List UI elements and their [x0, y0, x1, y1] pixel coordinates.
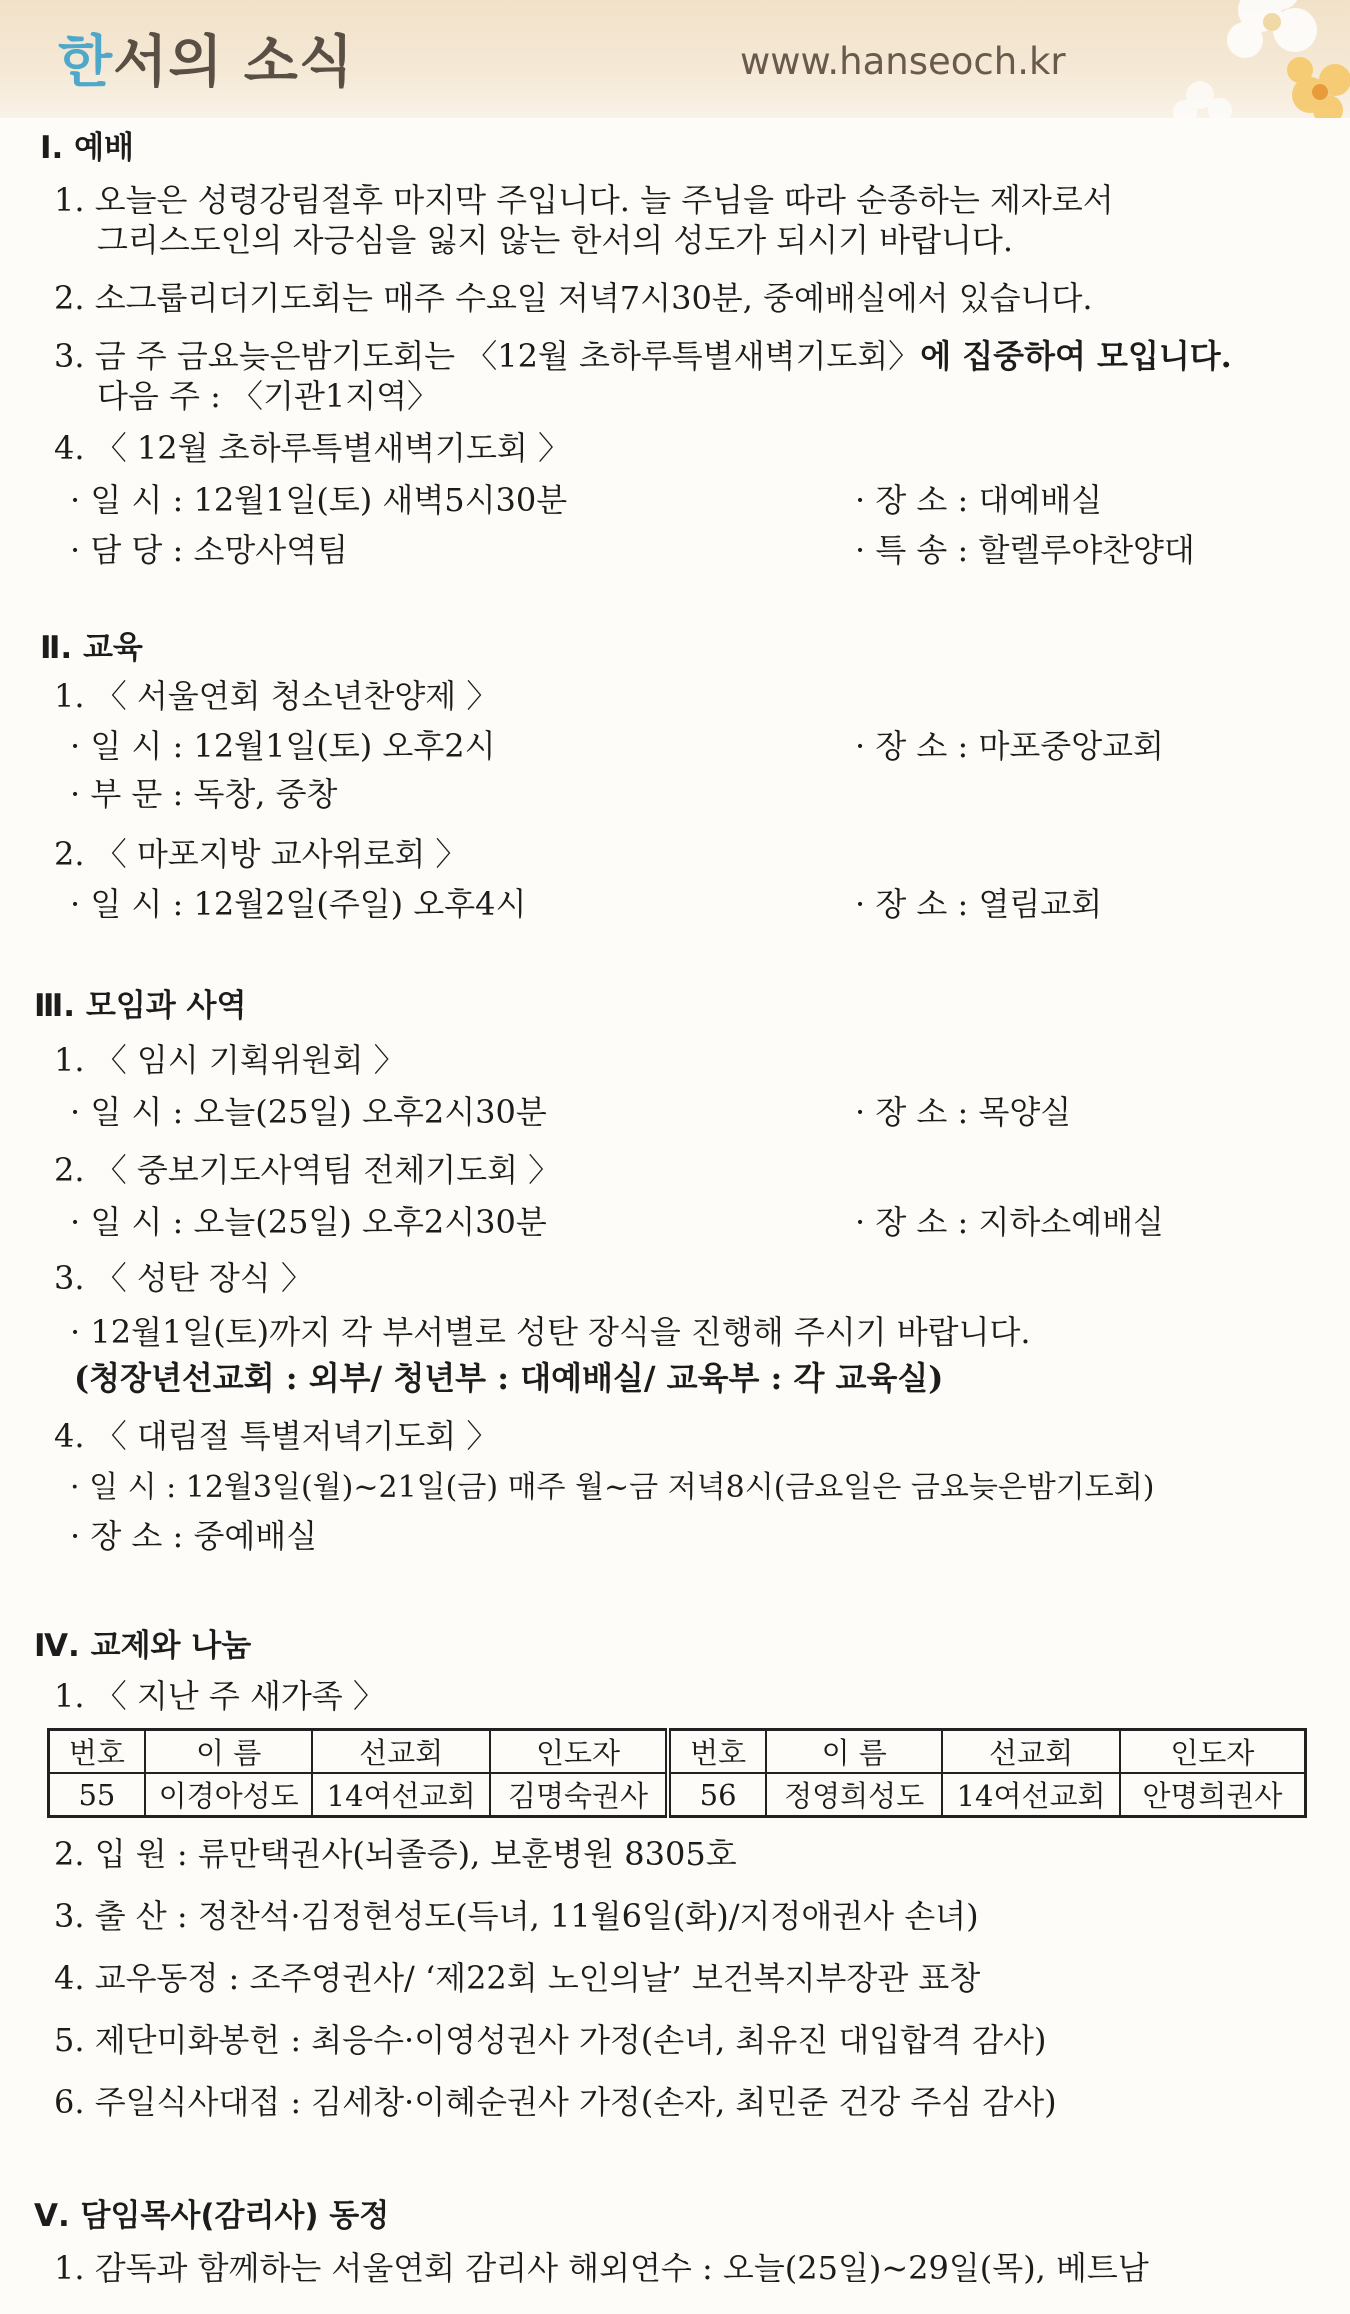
- item-detail: · 일 시 : 12월2일(주일) 오후4시: [70, 885, 527, 923]
- table-header: 번호: [668, 1730, 766, 1774]
- section-title-meetings: Ⅲ. 모임과 사역: [34, 988, 247, 1024]
- item-text: 1. 감독과 함께하는 서울연회 감리사 해외연수 : 오늘(25일)~29일(목), 베트남: [54, 2249, 1149, 2287]
- brand-title: 한서의 소식: [58, 30, 354, 95]
- item-heading: 2. 〈 중보기도사역팀 전체기도회 〉: [54, 1151, 561, 1189]
- item-text: 1. 오늘은 성령강림절후 마지막 주입니다. 늘 주님을 따라 순종하는 제자로서: [54, 181, 1114, 219]
- item-heading: 1. 〈 지난 주 새가족 〉: [54, 1677, 385, 1715]
- item-detail: · 12월1일(토)까지 각 부서별로 성탄 장식을 진행해 주시기 바랍니다.: [70, 1313, 1031, 1351]
- item-detail: · 일 시 : 12월3일(월)~21일(금) 매주 월~금 저녁8시(금요일은 금요늦은밤기도회): [70, 1470, 1155, 1505]
- item-heading: 1. 〈 서울연회 청소년찬양제 〉: [54, 677, 499, 715]
- section-title-fellowship: Ⅳ. 교제와 나눔: [34, 1628, 252, 1664]
- item-detail: · 장 소 : 대예배실: [855, 481, 1103, 519]
- table-cell: 14여선교회: [312, 1773, 489, 1817]
- item-detail: · 담 당 : 소망사역팀: [70, 531, 349, 569]
- item-text: 3. 금 주 금요늦은밤기도회는 〈12월 초하루특별새벽기도회〉에 집중하여 모입니다.: [54, 337, 1232, 375]
- item-detail: · 일 시 : 오늘(25일) 오후2시30분: [70, 1203, 547, 1241]
- item-detail: · 장 소 : 목양실: [855, 1093, 1072, 1131]
- item-heading: 1. 〈 임시 기획위원회 〉: [54, 1041, 406, 1079]
- item-heading: 3. 〈 성탄 장식 〉: [54, 1259, 313, 1297]
- item-detail: (청장년선교회 : 외부/ 청년부 : 대예배실/ 교육부 : 각 교육실): [74, 1359, 944, 1397]
- item-detail: · 특 송 : 할렐루야찬양대: [855, 531, 1195, 569]
- table-cell: 55: [49, 1773, 145, 1817]
- item-text: 6. 주일식사대접 : 김세창·이혜순권사 가정(손자, 최민준 건강 주심 감사): [54, 2083, 1057, 2121]
- item-detail: · 일 시 : 오늘(25일) 오후2시30분: [70, 1093, 547, 1131]
- item-text: 2. 입 원 : 류만택권사(뇌졸증), 보훈병원 8305호: [54, 1835, 737, 1873]
- item-text: 다음 주 : 〈기관1지역〉: [97, 377, 440, 415]
- item-detail: · 장 소 : 열림교회: [855, 885, 1103, 923]
- table-cell: 이경아성도: [145, 1773, 313, 1817]
- table-cell: 안명희권사: [1120, 1773, 1306, 1817]
- item-detail: · 장 소 : 지하소예배실: [855, 1203, 1164, 1241]
- table-row: [49, 1773, 1306, 1817]
- item-text: 5. 제단미화봉헌 : 최응수·이영성권사 가정(손녀, 최유진 대입합격 감사): [54, 2021, 1047, 2059]
- table-header: 인도자: [490, 1730, 668, 1774]
- item-detail: · 일 시 : 12월1일(토) 오후2시: [70, 727, 496, 765]
- item-text: 그리스도인의 자긍심을 잃지 않는 한서의 성도가 되시기 바랍니다.: [97, 221, 1014, 259]
- item-text: 2. 소그룹리더기도회는 매주 수요일 저녁7시30분, 중예배실에서 있습니다.: [54, 279, 1093, 317]
- item-detail: · 일 시 : 12월1일(토) 새벽5시30분: [70, 481, 568, 519]
- item-text: 4. 교우동정 : 조주영권사/ ‘제22회 노인의날’ 보건복지부장관 표창: [54, 1959, 981, 1997]
- item-heading: 2. 〈 마포지방 교사위로회 〉: [54, 835, 468, 873]
- table-header: 선교회: [312, 1730, 489, 1774]
- section-title-education: Ⅱ. 교육: [40, 630, 143, 666]
- table-header: 이 름: [766, 1730, 942, 1774]
- new-family-table: [47, 1728, 1307, 1818]
- table-header: 인도자: [1120, 1730, 1306, 1774]
- site-url[interactable]: www.hanseoch.kr: [740, 40, 1066, 83]
- header-banner: [0, 0, 1350, 118]
- table-cell: 정영희성도: [766, 1773, 942, 1817]
- table-header-row: [49, 1730, 1306, 1774]
- item-heading: 4. 〈 12월 초하루특별새벽기도회 〉: [54, 429, 570, 467]
- section-title-pastor: Ⅴ. 담임목사(감리사) 동정: [34, 2198, 390, 2234]
- item-detail: · 부 문 : 독창, 중창: [70, 775, 338, 813]
- section-title-worship: Ⅰ. 예배: [40, 130, 134, 166]
- item-text: 3. 출 산 : 정찬석·김정현성도(득녀, 11월6일(화)/지정애권사 손녀): [54, 1897, 979, 1935]
- table-cell: 56: [668, 1773, 766, 1817]
- table-header: 이 름: [145, 1730, 313, 1774]
- table-header: 선교회: [942, 1730, 1119, 1774]
- item-heading: 4. 〈 대림절 특별저녁기도회 〉: [54, 1417, 499, 1455]
- table-cell: 김명숙권사: [490, 1773, 668, 1817]
- table-cell: 14여선교회: [942, 1773, 1119, 1817]
- table-header: 번호: [49, 1730, 145, 1774]
- item-detail: · 장 소 : 마포중앙교회: [855, 727, 1164, 765]
- item-detail: · 장 소 : 중예배실: [70, 1517, 318, 1555]
